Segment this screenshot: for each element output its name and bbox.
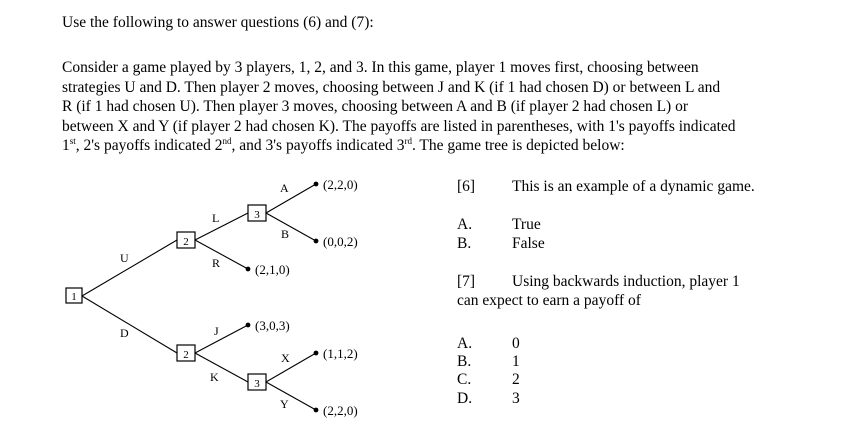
paragraph-line: between X and Y (if player 2 had chosen K). The payoffs are listed in parentheses, with 1's payoffs indicated [62,117,736,135]
superscript: nd [222,136,232,147]
edge-r [195,240,248,269]
q6-number: [6] [457,178,476,195]
q7-option-letter: C. [457,371,472,388]
paragraph-line: Consider a game played by 3 players, 1, 2, and 3. In this game, player 1 moves first, choosing between [62,59,699,76]
node-label: 1 [71,291,77,303]
superscript: st [69,136,76,147]
edge-j [195,325,248,353]
q7-option-text[interactable]: 3 [512,390,520,407]
terminal-dot [246,267,251,272]
edge-label-l: L [212,211,220,225]
edge-u [82,240,177,296]
q6-option-letter: A. [457,216,473,233]
edge-k [195,353,248,382]
payoff-x: (1,1,2) [323,346,358,361]
terminal-dot [314,408,319,413]
edge-label-k: K [210,370,219,384]
edge-label-j: J [214,324,219,338]
terminal-dot [314,351,319,356]
node-label: 3 [254,378,260,390]
q6-option-text[interactable]: False [512,235,545,252]
q7-text-continued: can expect to earn a payoff of [457,292,641,309]
payoff-a: (2,2,0) [323,177,358,192]
paragraph-line: R (if 1 had chosen U). Then player 3 moves, choosing between A and B (if player 2 had chosen L) or [62,98,689,116]
q6-option-text[interactable]: True [512,216,541,233]
terminal-dot [314,239,319,244]
edge-l [195,213,248,240]
q7-text: Using backwards induction, player 1 [512,273,740,290]
terminal-dot [314,182,319,187]
edge-x [266,353,316,382]
edge-label-y: Y [280,397,289,411]
q7-option-letter: B. [457,353,472,370]
q7-number: [7] [457,273,476,290]
edge-y [266,382,316,410]
node-label: 2 [183,236,189,248]
edge-label-u: U [120,251,129,265]
text-run: , 2's payoffs indicated 2 [75,137,223,155]
q7-option-text[interactable]: 2 [512,371,520,388]
text-run: . The game tree is depicted below: [411,137,625,155]
terminal-dot [246,323,251,328]
payoff-y: (2,2,0) [323,403,358,418]
edge-label-x: X [281,351,290,365]
superscript: rd [404,136,412,147]
edge-d [82,296,177,353]
edge-label-b: B [281,227,290,241]
q7-option-letter: D. [457,390,473,407]
q6-text: This is an example of a dynamic game. [512,178,755,195]
text-run: , and 3's payoffs indicated 3 [231,137,405,155]
node-label: 3 [254,209,260,221]
payoff-b: (0,0,2) [323,234,358,249]
text-run: 1 [62,137,70,155]
q7-option-text[interactable]: 0 [512,335,520,352]
node-label: 2 [183,349,189,361]
q6-option-letter: B. [457,235,472,252]
edge-label-r: R [212,256,221,270]
edge-label-a: A [280,181,289,195]
edge-label-d: D [120,326,129,340]
intro-line: Use the following to answer questions (6) and (7): [62,14,374,31]
q7-option-text[interactable]: 1 [512,353,520,370]
edge-a [266,184,316,213]
paragraph-line: strategies U and D. Then player 2 moves, choosing between J and K (if 1 had chosen D) or between L and [62,78,721,96]
payoff-r: (2,1,0) [255,262,290,277]
edge-b [266,213,316,241]
q7-option-letter: A. [457,335,473,352]
payoff-j: (3,0,3) [255,318,290,333]
